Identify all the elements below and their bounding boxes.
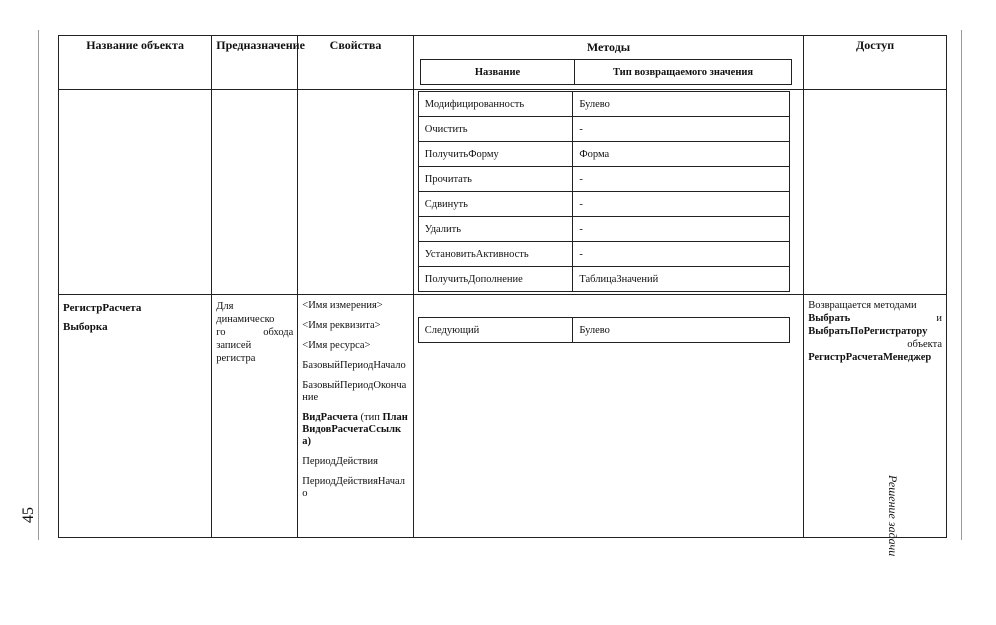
header-properties: Свойства (298, 36, 413, 90)
subheader-return-type: Тип возвращаемого значения (575, 60, 791, 85)
row1-methods-table (418, 91, 790, 292)
method-name: Очистить (418, 117, 573, 142)
row2-properties (298, 295, 413, 538)
header-methods: Методы Название Тип возвращаемого значения (413, 36, 803, 90)
method-row (418, 142, 789, 167)
property-item: <Имя измерения> (302, 300, 383, 311)
purpose-line: записей (216, 340, 252, 351)
right-margin-rule (961, 30, 962, 540)
method-type: Булево (573, 318, 789, 343)
method-name: ПолучитьФорму (418, 142, 573, 167)
running-side-title: Решение задачи (886, 475, 900, 557)
method-name: Удалить (418, 217, 573, 242)
property-bold: ВидРасчета (302, 412, 358, 423)
method-type: Форма (573, 142, 789, 167)
purpose-line (216, 326, 293, 339)
subheader-method-name: Название (420, 60, 575, 85)
row1-properties (298, 90, 413, 295)
purpose-line: Для (216, 301, 234, 312)
header-purpose: Предназначение (212, 36, 298, 90)
purpose-line: регистра (216, 353, 256, 364)
method-row (418, 167, 789, 192)
method-row (418, 192, 789, 217)
method-name: ПолучитьДополнение (418, 267, 573, 292)
row2-access (804, 295, 947, 538)
method-row (418, 242, 789, 267)
property-item: <Имя ресурса> (302, 340, 371, 351)
access-bold: Выбрать (808, 313, 851, 324)
method-row (418, 318, 789, 343)
property-bold: ПланВидовРасчетаСсылка) (302, 412, 408, 447)
purpose-word: обхода (263, 327, 294, 338)
header-object-name: Название объекта (59, 36, 212, 90)
method-name: Прочитать (418, 167, 573, 192)
property-item: ПериодДействия (302, 456, 378, 467)
left-margin-rule (38, 30, 39, 540)
method-name: Следующий (418, 318, 573, 343)
method-type: - (573, 167, 789, 192)
method-type: - (573, 117, 789, 142)
method-row (418, 92, 789, 117)
row2-purpose (212, 295, 298, 538)
access-text: и (936, 313, 942, 324)
row2-object-name (59, 295, 212, 538)
object-name-line: Выборка (63, 321, 108, 333)
method-row (418, 117, 789, 142)
objects-table (58, 35, 947, 538)
method-name: Сдвинуть (418, 192, 573, 217)
purpose-word: го (216, 327, 226, 338)
property-item (302, 412, 408, 448)
row2-methods (413, 295, 803, 538)
access-bold: РегистрРасчетаМенеджер (808, 352, 932, 363)
access-bold: ВыбратьПоРегистратору (808, 326, 928, 337)
page-number: 45 (20, 507, 37, 523)
method-row (418, 267, 789, 292)
row1-purpose (212, 90, 298, 295)
access-line (808, 312, 942, 325)
methods-subheader-table (420, 59, 792, 85)
object-name-line: РегистрРасчета (63, 302, 142, 314)
property-text: (тип (357, 412, 380, 423)
row1-access (804, 90, 947, 295)
row1-methods (413, 90, 803, 295)
method-name: Модифицированность (418, 92, 573, 117)
method-name: УстановитьАктивность (418, 242, 573, 267)
row2-methods-table (418, 317, 790, 343)
method-type: ТаблицаЗначений (573, 267, 789, 292)
method-type: - (573, 242, 789, 267)
purpose-line: динамическо (216, 314, 275, 325)
property-item: БазовыйПериодОкончание (302, 380, 407, 403)
property-item: <Имя реквизита> (302, 320, 381, 331)
table-row (59, 90, 947, 295)
method-type: Булево (573, 92, 789, 117)
method-type: - (573, 217, 789, 242)
table-row (59, 295, 947, 538)
property-item: ПериодДействияНачало (302, 476, 406, 499)
property-item: БазовыйПериодНачало (302, 360, 406, 371)
method-type: - (573, 192, 789, 217)
method-row (418, 217, 789, 242)
access-text: Возвращается методами (808, 300, 917, 311)
access-text: объекта (907, 339, 942, 350)
table-header-row (59, 36, 947, 90)
row1-object-name (59, 90, 212, 295)
header-access: Доступ (804, 36, 947, 90)
